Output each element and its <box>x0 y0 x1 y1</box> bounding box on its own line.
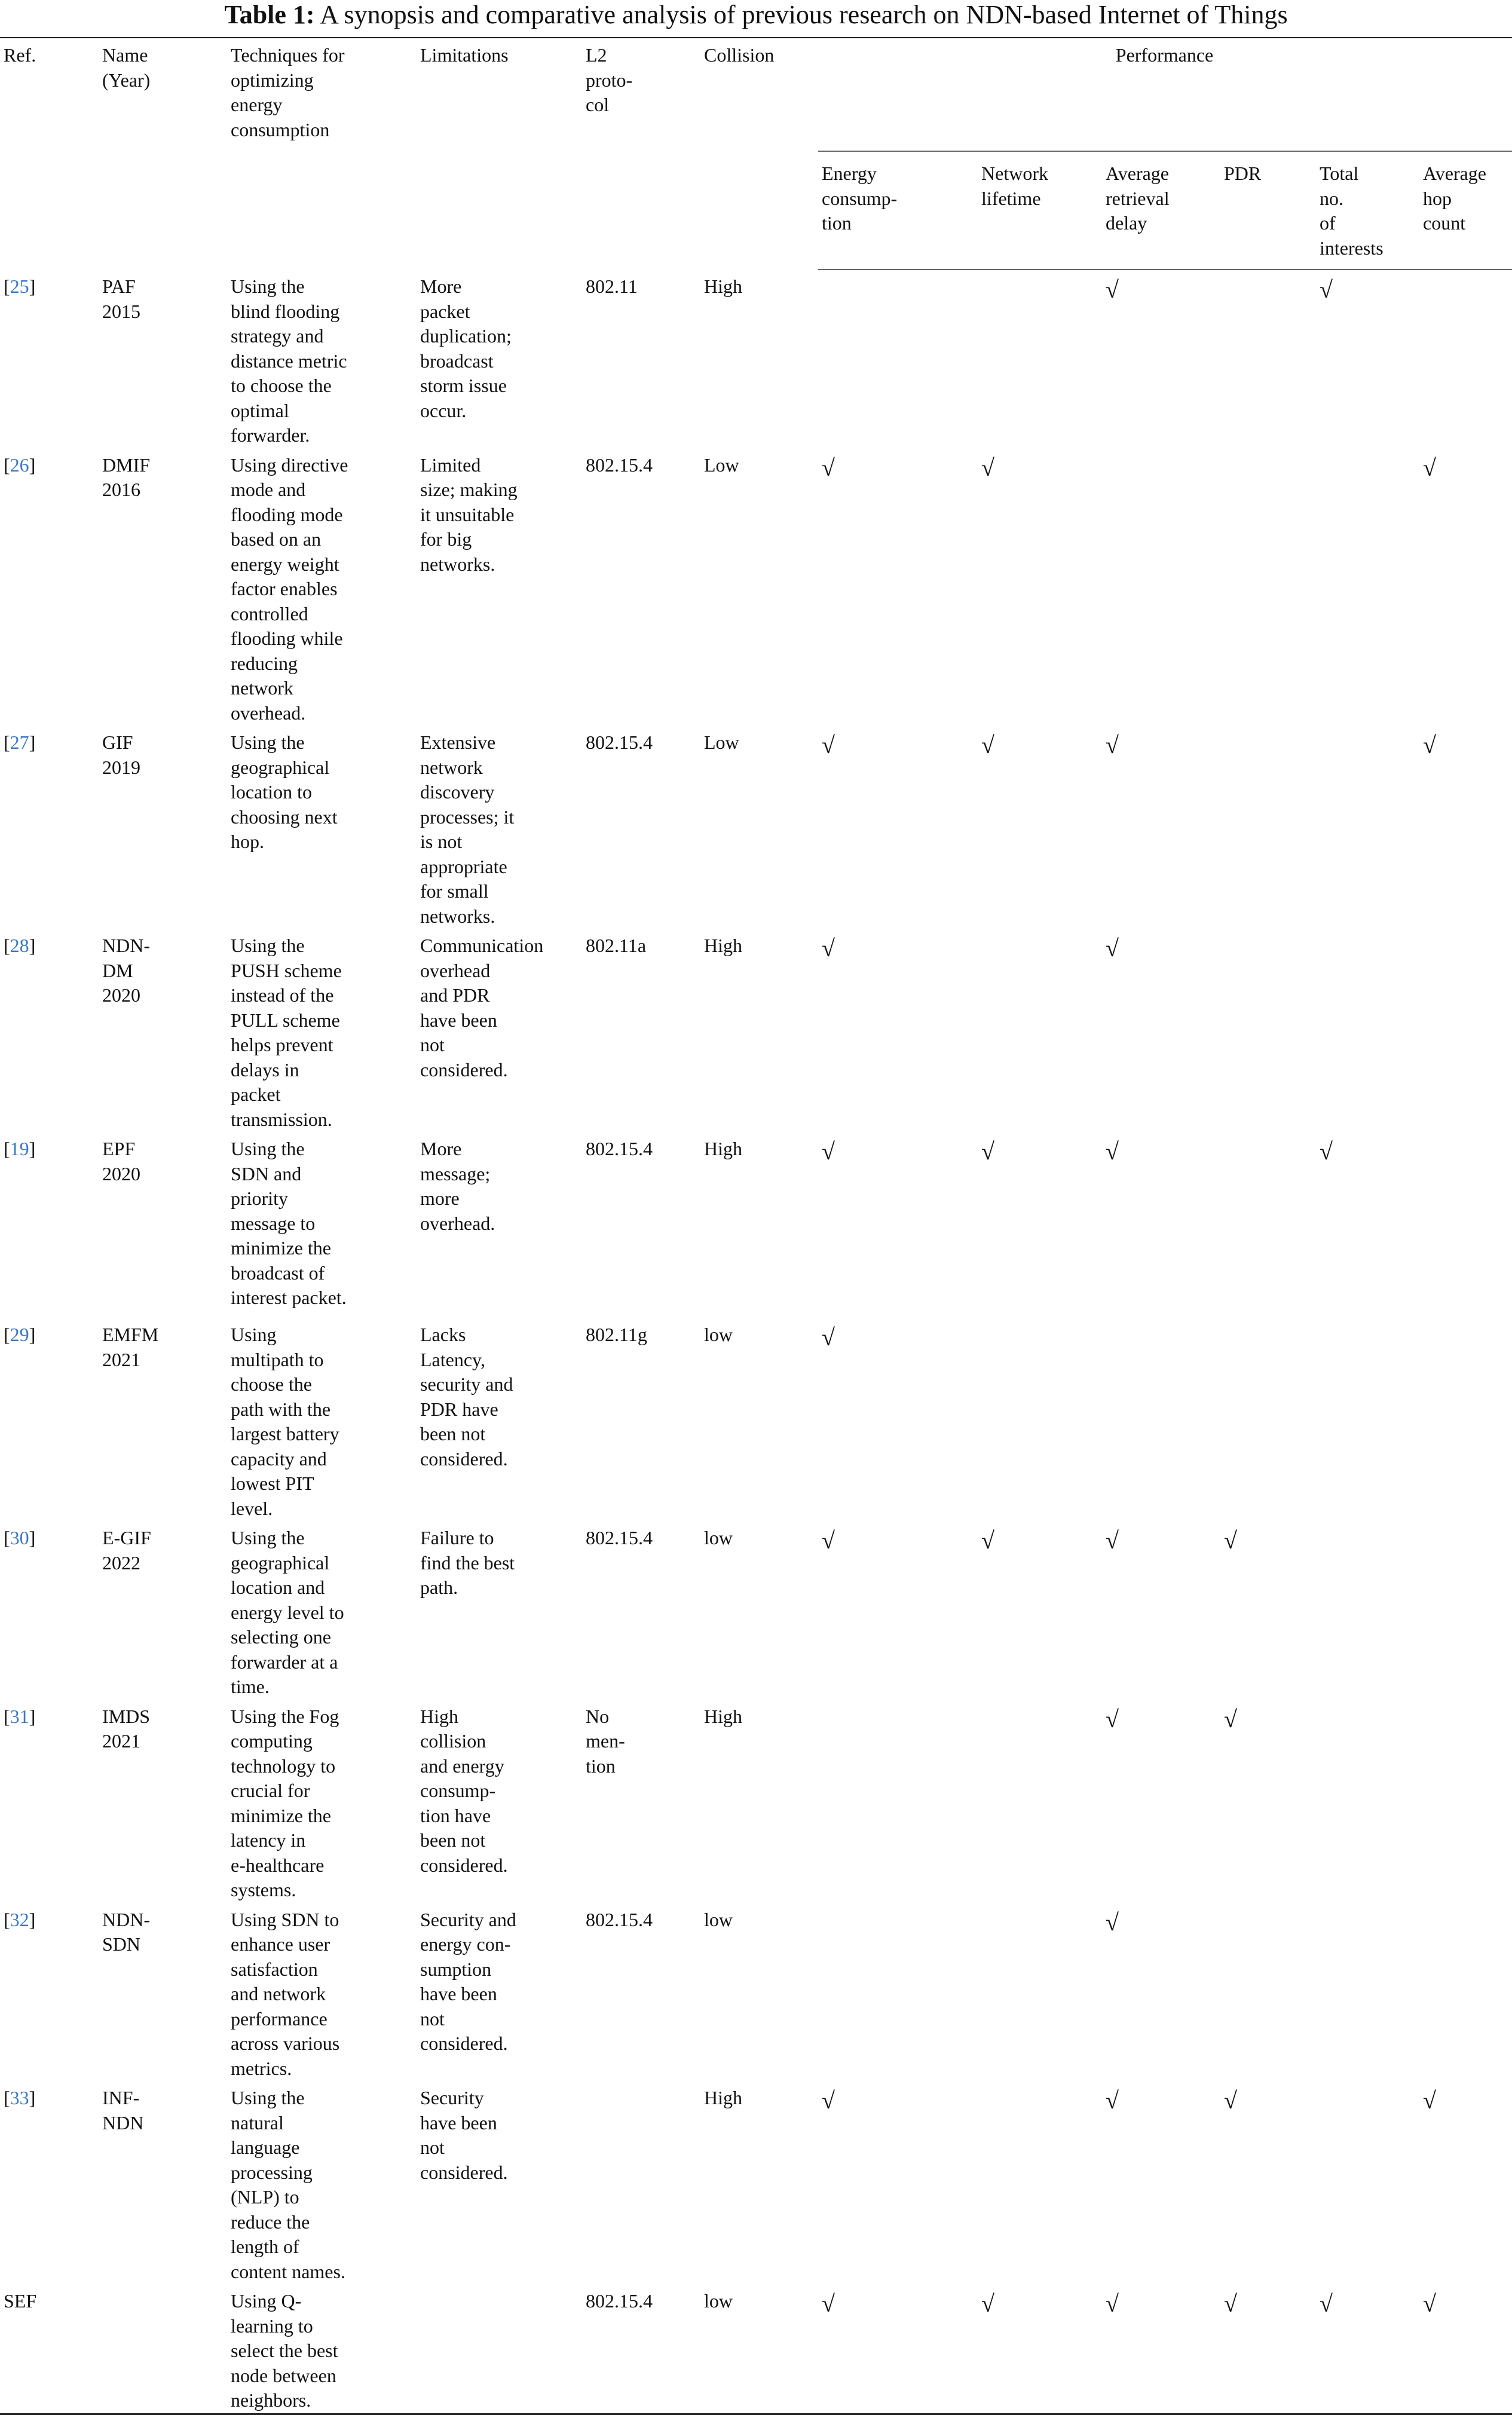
ref-citation[interactable]: 30 <box>10 1527 29 1548</box>
cell-limitation: Communication overhead and PDR have been not considered. <box>420 935 544 1081</box>
cell-technique: Using the Fog computing technology to crucial for minimize the latency in e-healthcare systems. <box>231 1705 339 1900</box>
checkmark-icon: √ <box>1106 1527 1119 1554</box>
cell-energy <box>818 2284 978 2414</box>
cell-limitation: More packet duplication; broadcast storm issue occur. <box>420 276 512 421</box>
cell-limitation <box>417 2284 582 2414</box>
ref-citation[interactable]: 33 <box>10 2087 29 2108</box>
cell-limitation: Security have been not considered. <box>420 2087 508 2183</box>
checkmark-icon: √ <box>822 1527 835 1554</box>
cell-energy <box>818 929 978 1132</box>
table-row <box>0 726 1512 929</box>
checkmark-icon: √ <box>822 731 835 758</box>
comparison-table <box>0 37 1512 2415</box>
header-total-interests: Total no. of interests <box>1316 151 1419 270</box>
cell-pdr <box>1220 2081 1316 2284</box>
ref-close-bracket: ] <box>29 2087 36 2108</box>
cell-collision: low <box>704 1908 733 1930</box>
cell-ref <box>0 270 99 448</box>
cell-name: NDN- DM 2020 <box>102 935 150 1006</box>
cell-hop <box>1419 2081 1512 2284</box>
table-row <box>0 1521 1512 1700</box>
cell-energy <box>818 1521 978 1700</box>
ref-close-bracket: ] <box>29 1705 36 1727</box>
cell-name: INF- NDN <box>102 2087 144 2134</box>
checkmark-icon: √ <box>1224 1705 1237 1733</box>
ref-citation[interactable]: 29 <box>10 1324 29 1345</box>
cell-name: PAF 2015 <box>102 276 140 322</box>
cell-lifetime <box>978 726 1102 929</box>
cell-collision: High <box>704 1138 742 1159</box>
header-network-lifetime: Network lifetime <box>978 151 1102 270</box>
checkmark-icon: √ <box>822 935 835 962</box>
header-row <box>0 38 1512 151</box>
cell-limitation: High collision and energy consump- tion have been not considered. <box>420 1705 508 1876</box>
cell-interests <box>1316 2081 1419 2284</box>
checkmark-icon: √ <box>1224 2087 1237 2114</box>
cell-name: GIF 2019 <box>102 731 140 778</box>
cell-l2-protocol: 802.15.4 <box>586 454 653 476</box>
table-caption <box>0 0 1512 35</box>
cell-name: DMIF 2016 <box>102 454 151 500</box>
ref-citation[interactable]: 26 <box>10 454 29 476</box>
ref-citation[interactable]: 32 <box>10 1908 29 1930</box>
cell-pdr <box>1220 448 1316 726</box>
cell-hop <box>1419 2284 1512 2414</box>
cell-lifetime <box>978 2081 1102 2284</box>
cell-hop <box>1419 929 1512 1132</box>
header-energy-consumption: Energy consump- tion <box>818 151 978 270</box>
cell-pdr <box>1220 1318 1316 1521</box>
cell-collision: Low <box>704 731 739 753</box>
checkmark-icon: √ <box>1106 1908 1119 1936</box>
table-row <box>0 2081 1512 2284</box>
cell-technique: Using directive mode and flooding mode based on an energy weight factor enables controlled flooding while reducing network overhead. <box>231 454 348 724</box>
ref-close-bracket: ] <box>29 1527 36 1548</box>
cell-collision: low <box>704 1527 733 1548</box>
cell-lifetime <box>978 1132 1102 1318</box>
table-row <box>0 2284 1512 2414</box>
ref-citation[interactable]: 28 <box>10 935 29 956</box>
cell-energy <box>818 448 978 726</box>
checkmark-icon: √ <box>981 2290 994 2317</box>
cell-interests <box>1316 270 1419 448</box>
cell-limitation: Limited size; making it unsuitable for big networks. <box>420 454 518 575</box>
cell-delay <box>1102 448 1220 726</box>
cell-limitation: Lacks Latency, security and PDR have been not considered. <box>420 1324 513 1470</box>
cell-hop <box>1419 448 1512 726</box>
cell-limitation: Security and energy con- sumption have been not considered. <box>420 1908 516 2054</box>
cell-energy <box>818 1132 978 1318</box>
ref-open-bracket: [ <box>4 276 10 297</box>
ref-open-bracket: [ <box>4 731 10 753</box>
ref-citation: SEF <box>4 2290 37 2312</box>
cell-l2-protocol: 802.15.4 <box>586 1138 653 1159</box>
checkmark-icon: √ <box>1423 454 1436 481</box>
cell-name: NDN- SDN <box>102 1908 150 1955</box>
cell-l2-protocol: 802.11a <box>586 935 647 956</box>
caption-label: Table 1: <box>224 0 315 29</box>
cell-hop <box>1419 1700 1512 1903</box>
checkmark-icon: √ <box>1106 935 1119 962</box>
ref-open-bracket: [ <box>4 1908 10 1930</box>
cell-ref <box>0 1903 99 2082</box>
cell-collision: High <box>704 2087 742 2108</box>
cell-l2-protocol: 802.11g <box>586 1324 647 1345</box>
cell-technique: Using the geographical location and energy level to selecting one forwarder at a time. <box>231 1527 344 1697</box>
cell-ref <box>0 448 99 726</box>
cell-interests <box>1316 1132 1419 1318</box>
ref-citation[interactable]: 25 <box>10 276 29 297</box>
cell-interests <box>1316 2284 1419 2414</box>
checkmark-icon: √ <box>822 2290 835 2317</box>
header-ref: Ref. <box>0 38 99 270</box>
ref-open-bracket: [ <box>4 2087 10 2108</box>
table-row <box>0 1700 1512 1903</box>
checkmark-icon: √ <box>1106 276 1119 303</box>
checkmark-icon: √ <box>1106 1705 1119 1733</box>
ref-open-bracket: [ <box>4 1527 10 1548</box>
table-row <box>0 1132 1512 1318</box>
cell-technique: Using the geographical location to choosing next hop. <box>231 731 338 852</box>
cell-lifetime <box>978 448 1102 726</box>
table-body <box>0 270 1512 2414</box>
cell-ref <box>0 726 99 929</box>
cell-delay <box>1102 270 1220 448</box>
cell-delay <box>1102 929 1220 1132</box>
cell-name <box>99 2284 227 2414</box>
ref-citation[interactable]: 31 <box>10 1705 29 1727</box>
ref-citation[interactable]: 27 <box>10 731 29 753</box>
cell-energy <box>818 1318 978 1521</box>
header-pdr: PDR <box>1220 151 1316 270</box>
cell-pdr <box>1220 726 1316 929</box>
ref-close-bracket: ] <box>29 1324 36 1345</box>
cell-limitation: Extensive network discovery processes; it is not appropriate for small networks. <box>420 731 515 927</box>
cell-energy <box>818 1700 978 1903</box>
ref-close-bracket: ] <box>29 1908 36 1930</box>
cell-technique: Using the blind flooding strategy and distance metric to choose the optimal forwarder. <box>231 276 347 446</box>
cell-interests <box>1316 1318 1419 1521</box>
table-row <box>0 1903 1512 2082</box>
cell-collision: low <box>704 1324 733 1345</box>
checkmark-icon: √ <box>1320 276 1333 303</box>
cell-technique: Using multipath to choose the path with the largest battery capacity and lowest PIT level. <box>231 1324 339 1519</box>
cell-pdr <box>1220 2284 1316 2414</box>
cell-hop <box>1419 270 1512 448</box>
cell-pdr <box>1220 1521 1316 1700</box>
cell-hop <box>1419 1132 1512 1318</box>
cell-name: E-GIF 2022 <box>102 1527 151 1574</box>
cell-delay <box>1102 1521 1220 1700</box>
header-performance: Performance <box>818 38 1512 151</box>
cell-technique: Using Q- learning to select the best node between neighbors. <box>227 2284 417 2414</box>
cell-pdr <box>1220 270 1316 448</box>
cell-technique: Using SDN to enhance user satisfaction and network performance across various metrics. <box>231 1908 340 2079</box>
cell-ref <box>0 1521 99 1700</box>
cell-delay <box>1102 2081 1220 2284</box>
cell-pdr <box>1220 1700 1316 1903</box>
table-row <box>0 929 1512 1132</box>
cell-pdr <box>1220 1903 1316 2082</box>
cell-lifetime <box>978 1700 1102 1903</box>
cell-hop <box>1419 726 1512 929</box>
cell-lifetime <box>978 1521 1102 1700</box>
checkmark-icon: √ <box>981 1527 994 1554</box>
header-retrieval-delay: Average retrieval delay <box>1102 151 1220 270</box>
cell-delay <box>1102 1318 1220 1521</box>
cell-ref <box>0 1132 99 1318</box>
cell-l2-protocol: 802.15.4 <box>582 2284 700 2414</box>
checkmark-icon: √ <box>1320 1138 1333 1165</box>
header-hop-count: Average hop count <box>1419 151 1512 270</box>
cell-technique: Using the natural language processing (NLP) to reduce the length of content names. <box>231 2087 345 2282</box>
cell-limitation: More message; more overhead. <box>420 1138 495 1234</box>
checkmark-icon: √ <box>1423 731 1436 758</box>
cell-ref <box>0 2081 99 2284</box>
header-techniques: Techniques for optimizing energy consumption <box>227 38 417 270</box>
checkmark-icon: √ <box>822 1324 835 1351</box>
checkmark-icon: √ <box>822 1138 835 1165</box>
cell-collision: Low <box>704 454 739 476</box>
cell-interests <box>1316 726 1419 929</box>
checkmark-icon: √ <box>1106 2290 1119 2317</box>
ref-close-bracket: ] <box>29 731 36 753</box>
cell-delay <box>1102 1700 1220 1903</box>
cell-delay <box>1102 726 1220 929</box>
cell-collision: High <box>704 1705 742 1727</box>
cell-interests <box>1316 929 1419 1132</box>
cell-l2-protocol <box>582 2081 700 2284</box>
cell-limitation: Failure to find the best path. <box>420 1527 515 1598</box>
header-name-year: Name (Year) <box>99 38 227 270</box>
header-limitations: Limitations <box>417 38 582 270</box>
ref-open-bracket: [ <box>4 1138 10 1159</box>
cell-interests <box>1316 1521 1419 1700</box>
caption-text: A synopsis and comparative analysis of previous research on NDN-based Internet of Things <box>320 0 1288 29</box>
ref-open-bracket: [ <box>4 454 10 476</box>
cell-technique: Using the SDN and priority message to minimize the broadcast of interest packet. <box>231 1138 347 1308</box>
cell-l2-protocol: 802.11 <box>586 276 638 297</box>
cell-delay <box>1102 2284 1220 2414</box>
cell-name: IMDS 2021 <box>102 1705 151 1752</box>
cell-hop <box>1419 1903 1512 2082</box>
checkmark-icon: √ <box>822 454 835 481</box>
cell-pdr <box>1220 929 1316 1132</box>
checkmark-icon: √ <box>822 2087 835 2114</box>
cell-collision: low <box>700 2284 818 2414</box>
ref-close-bracket: ] <box>29 1138 36 1159</box>
cell-l2-protocol: 802.15.4 <box>586 1527 653 1548</box>
ref-close-bracket: ] <box>29 454 36 476</box>
cell-ref <box>0 1318 99 1521</box>
checkmark-icon: √ <box>1224 2290 1237 2317</box>
cell-energy <box>818 726 978 929</box>
cell-name: EMFM 2021 <box>102 1324 159 1370</box>
ref-citation[interactable]: 19 <box>10 1138 29 1159</box>
header-collision: Collision <box>700 38 818 270</box>
cell-lifetime <box>978 270 1102 448</box>
header-l2-protocol: L2 proto- col <box>582 38 700 270</box>
cell-ref <box>0 929 99 1132</box>
checkmark-icon: √ <box>1106 2087 1119 2114</box>
cell-lifetime <box>978 2284 1102 2414</box>
cell-hop <box>1419 1318 1512 1521</box>
cell-ref <box>0 1700 99 1903</box>
cell-interests <box>1316 448 1419 726</box>
ref-open-bracket: [ <box>4 1324 10 1345</box>
cell-interests <box>1316 1903 1419 2082</box>
cell-name: EPF 2020 <box>102 1138 140 1184</box>
table-row <box>0 270 1512 448</box>
cell-collision: High <box>704 276 742 297</box>
cell-energy <box>818 270 978 448</box>
checkmark-icon: √ <box>1423 2087 1436 2114</box>
cell-l2-protocol: 802.15.4 <box>586 1908 653 1930</box>
cell-delay <box>1102 1132 1220 1318</box>
cell-delay <box>1102 1903 1220 2082</box>
ref-open-bracket: [ <box>4 935 10 956</box>
ref-close-bracket: ] <box>29 276 36 297</box>
cell-energy <box>818 1903 978 2082</box>
cell-interests <box>1316 1700 1419 1903</box>
checkmark-icon: √ <box>1106 1138 1119 1165</box>
checkmark-icon: √ <box>1320 2290 1333 2317</box>
cell-hop <box>1419 1521 1512 1700</box>
table-row <box>0 448 1512 726</box>
cell-energy <box>818 2081 978 2284</box>
cell-collision: High <box>704 935 742 956</box>
cell-pdr <box>1220 1132 1316 1318</box>
ref-close-bracket: ] <box>29 935 36 956</box>
checkmark-icon: √ <box>1106 731 1119 758</box>
table-row <box>0 1318 1512 1521</box>
cell-lifetime <box>978 929 1102 1132</box>
cell-lifetime <box>978 1903 1102 2082</box>
checkmark-icon: √ <box>1224 1527 1237 1554</box>
cell-l2-protocol: 802.15.4 <box>586 731 653 753</box>
checkmark-icon: √ <box>981 454 994 481</box>
cell-l2-protocol: No men- tion <box>586 1705 625 1777</box>
ref-open-bracket: [ <box>4 1705 10 1727</box>
cell-lifetime <box>978 1318 1102 1521</box>
checkmark-icon: √ <box>1423 2290 1436 2317</box>
checkmark-icon: √ <box>981 1138 994 1165</box>
cell-technique: Using the PUSH scheme instead of the PULL scheme helps prevent delays in packet transmission. <box>231 935 342 1130</box>
cell-ref <box>0 2284 99 2414</box>
checkmark-icon: √ <box>981 731 994 758</box>
